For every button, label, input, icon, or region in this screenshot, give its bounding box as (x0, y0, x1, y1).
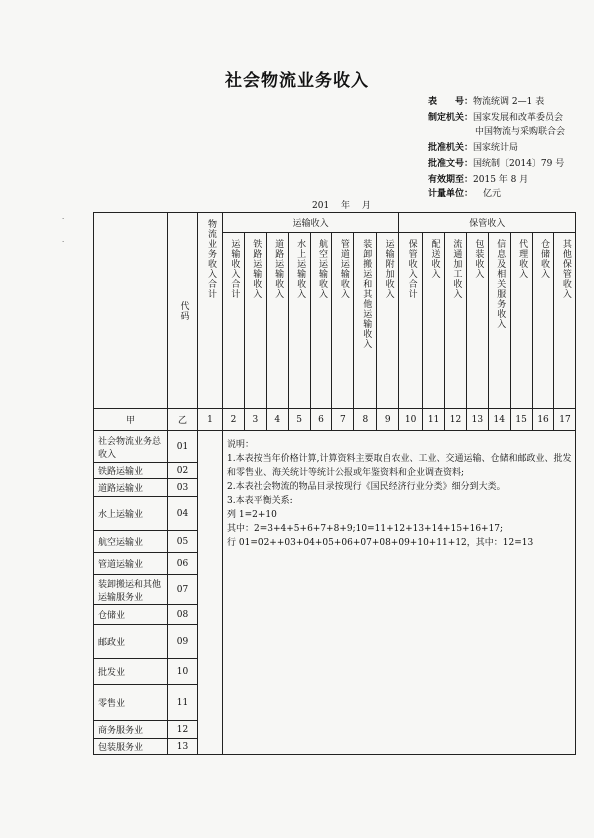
row-label: 仓储业 (94, 605, 168, 625)
col-header: 包装收入 (466, 233, 488, 409)
index-num: 16 (532, 409, 554, 431)
col-header: 装卸搬运和其他运输收入 (354, 233, 377, 409)
index-num: 8 (354, 409, 377, 431)
row-label: 航空运输业 (94, 531, 168, 553)
row-label: 管道运输业 (94, 553, 168, 575)
row-code: 09 (168, 625, 198, 659)
approver: 批准机关：国家统计局 (428, 143, 519, 153)
row-code: 11 (168, 685, 198, 721)
row-code: 06 (168, 553, 198, 575)
col-header: 代理收入 (510, 233, 532, 409)
row-code: 01 (168, 431, 198, 463)
row-label: 包装服务业 (94, 739, 168, 755)
col-header: 管道运输收入 (332, 233, 354, 409)
notes-line: 和零售业、海关统计等统计公报或年鉴资料和企业调查资料; (227, 467, 465, 478)
report-period: 201 年 月 (312, 201, 371, 211)
index-num: 13 (466, 409, 488, 431)
row-label: 零售业 (94, 685, 168, 721)
row-code: 03 (168, 479, 198, 497)
scan-mark: · (62, 238, 65, 246)
issuer: 制定机关：国家发展和改革委员会 (428, 113, 564, 123)
col-header: 流通加工收入 (445, 233, 467, 409)
row-label: 社会物流业务总收入 (94, 431, 168, 463)
notes-line: 3.本表平衡关系: (227, 495, 293, 506)
index-yi: 乙 (168, 409, 198, 431)
col-header: 运输收入合计 (223, 233, 245, 409)
row-label: 装卸搬运和其他运输服务业 (94, 575, 168, 605)
col-header: 配送收入 (423, 233, 445, 409)
index-num: 6 (310, 409, 332, 431)
index-num: 9 (377, 409, 399, 431)
item-header (94, 213, 168, 409)
index-num: 7 (332, 409, 354, 431)
index-num: 12 (445, 409, 467, 431)
row-label: 铁路运输业 (94, 463, 168, 479)
col-header: 道路运输收入 (266, 233, 288, 409)
col-header: 航空运输收入 (310, 233, 332, 409)
col-header: 仓储收入 (532, 233, 554, 409)
form-number: 表 号：物流统调 2—1 表 (428, 97, 545, 107)
scan-mark: · (62, 215, 65, 223)
row-label: 道路运输业 (94, 479, 168, 497)
index-num: 17 (554, 409, 576, 431)
row-code: 10 (168, 659, 198, 685)
row-code: 05 (168, 531, 198, 553)
issuer-2: 中国物流与采购联合会 (475, 127, 566, 137)
index-num: 5 (288, 409, 310, 431)
index-num: 4 (266, 409, 288, 431)
notes-line: 其中：2=3+4+5+6+7+8+9;10=11+12+13+14+15+16+17; (227, 523, 504, 534)
notes-line: 2.本表社会物流的物品目录按现行《国民经济行业分类》细分到大类。 (227, 481, 506, 492)
notes-block (223, 431, 576, 755)
unit: 计量单位： 亿元 (428, 189, 502, 199)
row-label: 水上运输业 (94, 497, 168, 531)
notes-line: 列 1=2+10 (227, 509, 277, 520)
empty-cell (198, 431, 223, 755)
col-header: 运输附加收入 (377, 233, 399, 409)
index-jia: 甲 (94, 409, 168, 431)
revenue-table (93, 212, 576, 755)
approval-number: 批准文号：国统制〔2014〕79 号 (428, 159, 565, 169)
notes-line: 行 01=02++03+04+05+06+07+08+09+10+11+12，其中：12=13 (227, 537, 534, 548)
index-num: 2 (223, 409, 245, 431)
row-code: 12 (168, 721, 198, 739)
page-title: 社会物流业务收入 (225, 71, 369, 91)
notes-line: 1.本表按当年价格计算,计算资料主要取自农业、工业、交通运输、仓储和邮政业、批发 (227, 453, 572, 464)
valid-until: 有效期至：2015 年 8 月 (428, 175, 529, 185)
row-label: 邮政业 (94, 625, 168, 659)
row-label: 商务服务业 (94, 721, 168, 739)
index-num: 1 (198, 409, 223, 431)
col-header: 信息及相关服务收入 (488, 233, 510, 409)
row-label: 批发业 (94, 659, 168, 685)
row-code: 08 (168, 605, 198, 625)
row-code: 07 (168, 575, 198, 605)
code-header: 代码 (168, 213, 198, 409)
index-num: 3 (244, 409, 266, 431)
transport-group-header: 运输收入 (223, 213, 399, 233)
row-code: 13 (168, 739, 198, 755)
row-code: 02 (168, 463, 198, 479)
total-header: 物流业务收入合计 (198, 213, 223, 409)
col-header: 铁路运输收入 (244, 233, 266, 409)
index-num: 11 (423, 409, 445, 431)
index-num: 14 (488, 409, 510, 431)
storage-group-header: 保管收入 (399, 213, 576, 233)
row-code: 04 (168, 497, 198, 531)
col-header: 其他保管收入 (554, 233, 576, 409)
col-header: 保管收入合计 (399, 233, 423, 409)
col-header: 水上运输收入 (288, 233, 310, 409)
index-num: 10 (399, 409, 423, 431)
index-num: 15 (510, 409, 532, 431)
notes-heading: 说明： (227, 440, 255, 450)
